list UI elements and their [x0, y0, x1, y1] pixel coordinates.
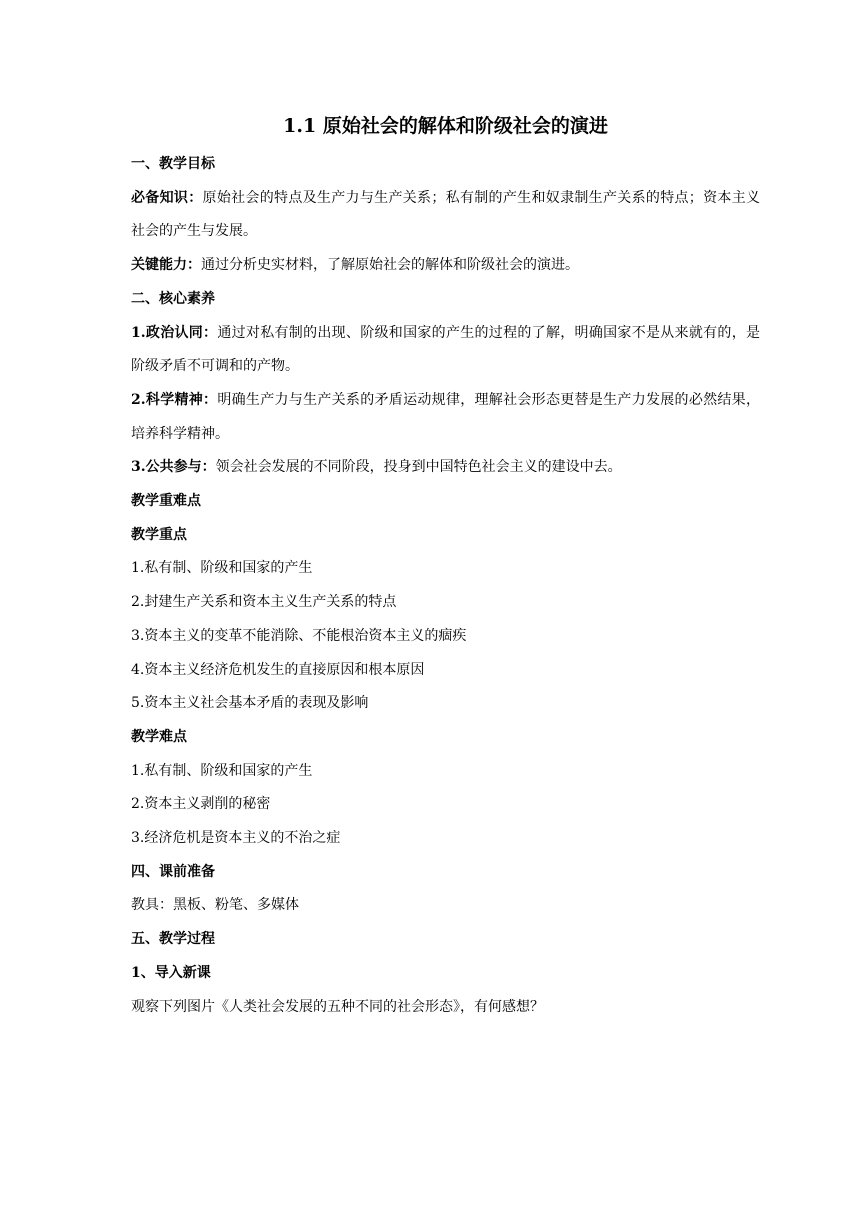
- paragraph-key-ability: [131, 249, 760, 283]
- paragraph-public-participation: [131, 451, 760, 485]
- section-heading-core-literacy: 二、核心素养: [131, 290, 215, 307]
- paragraph-scientific-spirit: [131, 384, 760, 451]
- essential-knowledge-label: 必备知识：: [131, 189, 203, 206]
- subheading-introduction: 1、导入新课: [131, 964, 211, 981]
- public-participation-label: 3.公共参与：: [131, 459, 216, 476]
- paragraph-political-identity: [131, 317, 760, 384]
- difficult-point-item: 2.资本主义剥削的秘密: [131, 796, 271, 813]
- difficult-point-item: 1.私有制、阶级和国家的产生: [131, 762, 313, 779]
- political-identity-text: 通过对私有制的出现、阶级和国家的产生的过程的了解，明确国家不是从来就有的，是阶级矛盾不可调和的产物。: [131, 324, 760, 375]
- key-point-item: 4.资本主义经济危机发生的直接原因和根本原因: [131, 661, 425, 678]
- section-heading-key-difficult: 教学重难点: [131, 493, 201, 510]
- section-heading-preparation: 四、课前准备: [131, 863, 215, 880]
- preparation-text: 教具：黑板、粉笔、多媒体: [131, 897, 299, 914]
- subheading-difficult-points: 教学难点: [131, 728, 187, 745]
- political-identity-label: 1.政治认同：: [131, 324, 218, 341]
- essential-knowledge-text: 原始社会的特点及生产力与生产关系；私有制的产生和奴隶制生产关系的特点；资本主义社会的产生与发展。: [131, 189, 761, 240]
- key-point-item: 2.封建生产关系和资本主义生产关系的特点: [131, 594, 397, 611]
- key-point-item: 3.资本主义的变革不能消除、不能根治资本主义的痼疾: [131, 627, 467, 644]
- key-ability-label: 关键能力：: [131, 257, 201, 274]
- public-participation-text: 领会社会发展的不同阶段，投身到中国特色社会主义的建设中去。: [215, 459, 622, 476]
- document-title: 1.1 原始社会的解体和阶级社会的演进: [283, 115, 608, 137]
- subheading-key-points: 教学重点: [131, 526, 187, 543]
- key-point-item: 1.私有制、阶级和国家的产生: [131, 560, 313, 577]
- difficult-point-item: 3.经济危机是资本主义的不治之症: [131, 830, 341, 847]
- introduction-text: 观察下列图片《人类社会发展的五种不同的社会形态》，有何感想？: [131, 998, 544, 1015]
- key-ability-text: 通过分析史实材料，了解原始社会的解体和阶级社会的演进。: [201, 257, 579, 274]
- section-heading-process: 五、教学过程: [131, 931, 215, 948]
- scientific-spirit-text: 明确生产力与生产关系的矛盾运动规律，理解社会形态更替是生产力发展的必然结果，培养科学精神。: [131, 391, 760, 442]
- paragraph-essential-knowledge: [131, 182, 760, 249]
- key-point-item: 5.资本主义社会基本矛盾的表现及影响: [131, 695, 369, 712]
- scientific-spirit-label: 2.科学精神：: [131, 391, 218, 408]
- section-heading-objectives: 一、教学目标: [131, 156, 215, 172]
